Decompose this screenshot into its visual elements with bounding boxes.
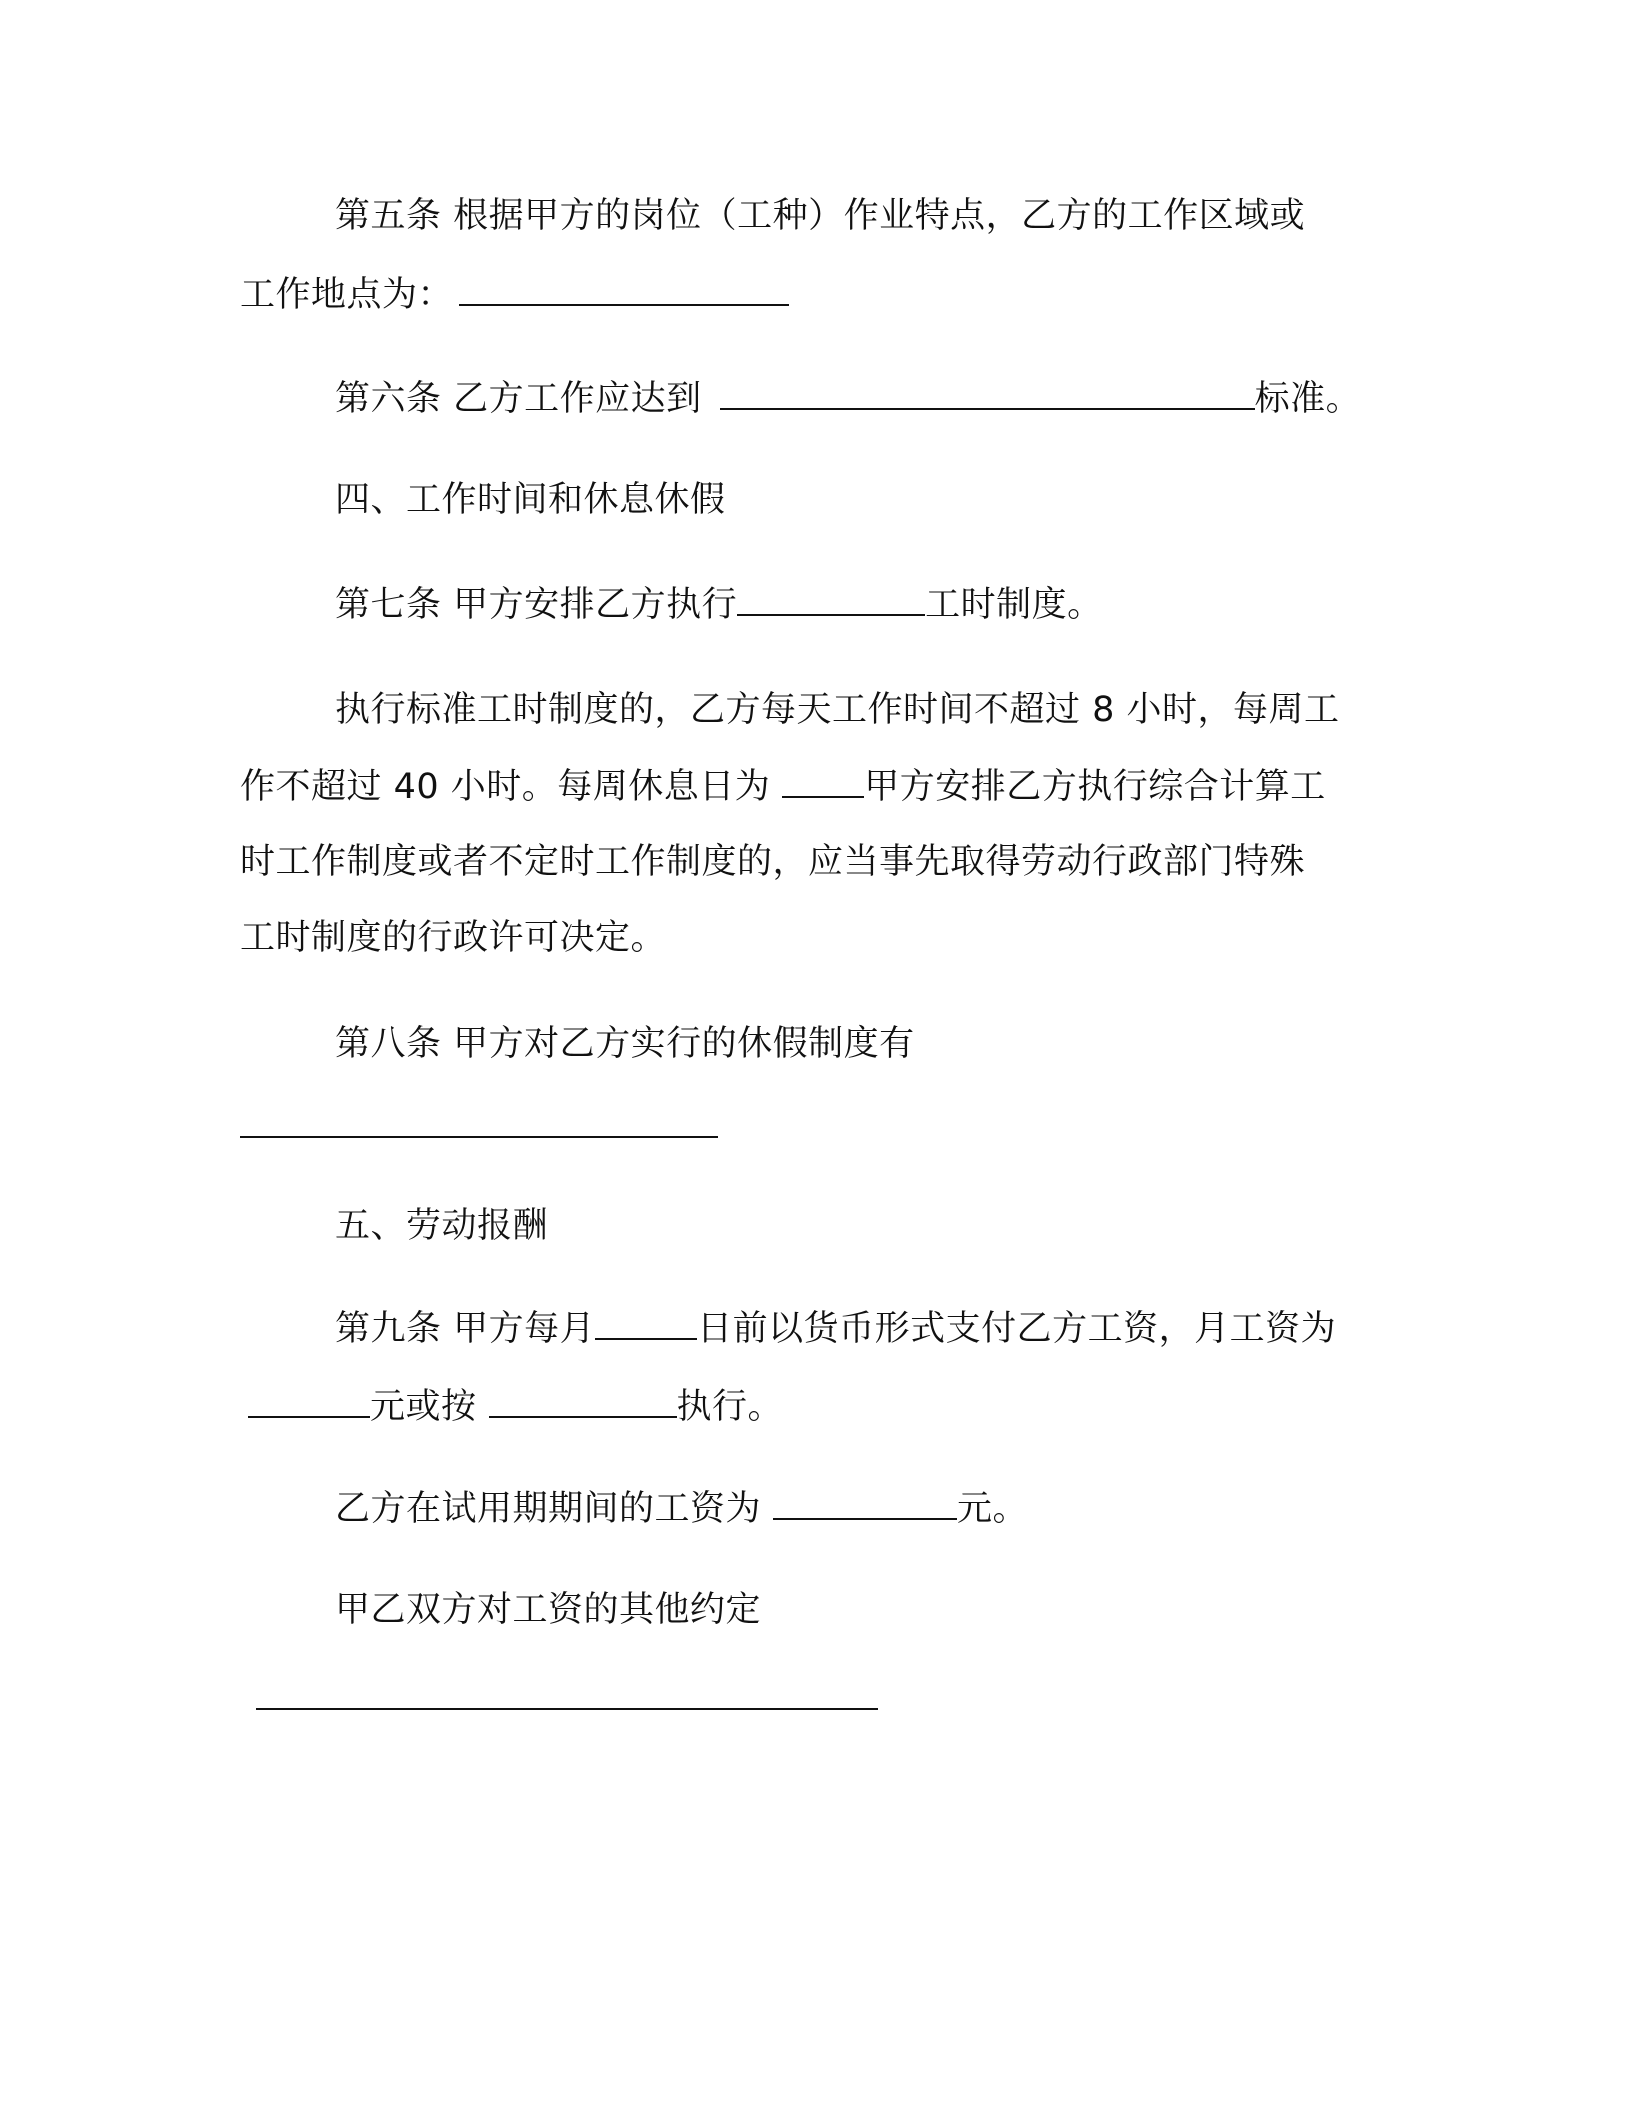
other-wage-text: 甲乙双方对工资的其他约定 — [335, 1590, 762, 1630]
article-9-text-1a: 第九条 甲方每月 — [335, 1309, 596, 1349]
standard-hours-line-2 — [240, 766, 1410, 807]
work-hours-system-blank — [737, 584, 925, 616]
standard-hours-text-4: 工时制度的行政许可决定。 — [240, 918, 667, 958]
standard-hours-text-2b: 甲方安排乙方执行综合计算工 — [864, 767, 1326, 807]
article-5-location-label: 工作地点为： — [240, 275, 454, 315]
standard-hours-line-1 — [335, 690, 1505, 730]
section-5-title: 五、劳动报酬 — [335, 1206, 549, 1246]
standard-hours-line-3 — [240, 842, 1410, 882]
section-5-heading — [335, 1206, 1505, 1246]
probation-salary-text: 乙方在试用期期间的工资为 — [335, 1489, 762, 1529]
article-8-line — [335, 1024, 1505, 1064]
article-8-text: 第八条 甲方对乙方实行的休假制度有 — [335, 1024, 915, 1064]
section-4-heading — [335, 480, 1505, 520]
work-location-blank — [459, 274, 789, 306]
article-5-line-1 — [335, 196, 1505, 236]
article-9-line-2 — [248, 1386, 1418, 1427]
salary-basis-blank — [489, 1386, 677, 1418]
rest-day-blank — [782, 766, 864, 798]
other-wage-blank — [256, 1708, 878, 1710]
probation-salary-suffix: 元。 — [957, 1489, 1029, 1529]
section-4-title: 四、工作时间和休息休假 — [335, 480, 726, 520]
standard-hours-text-3: 时工作制度或者不定时工作制度的，应当事先取得劳动行政部门特殊 — [240, 842, 1306, 882]
article-6-text: 第六条 乙方工作应达到 — [335, 379, 702, 419]
article-5-line-2 — [240, 274, 1410, 315]
probation-salary-line — [335, 1488, 1505, 1529]
standard-hours-line-4 — [240, 918, 1410, 958]
leave-system-blank — [240, 1136, 718, 1138]
article-9-text-2b: 执行。 — [676, 1387, 784, 1427]
standard-hours-text-2a: 作不超过 40 小时。每周休息日为 — [240, 767, 771, 807]
article-7-suffix: 工时制度。 — [925, 585, 1103, 625]
article-5-text: 第五条 根据甲方的岗位（工种）作业特点，乙方的工作区域或 — [335, 196, 1306, 236]
pay-day-blank — [595, 1308, 697, 1340]
article-6-suffix: 标准。 — [1254, 379, 1362, 419]
article-9-text-1b: 日前以货币形式支付乙方工资，月工资为 — [697, 1309, 1337, 1349]
other-wage-line — [335, 1590, 1505, 1630]
article-6-line — [335, 378, 1505, 419]
article-7-line — [335, 584, 1505, 625]
probation-salary-blank — [773, 1488, 957, 1520]
monthly-salary-blank — [248, 1386, 370, 1418]
work-standard-blank — [720, 378, 1255, 410]
article-9-text-2a: 元或按 — [370, 1387, 477, 1427]
article-9-line-1 — [335, 1308, 1505, 1349]
standard-hours-text-1: 执行标准工时制度的，乙方每天工作时间不超过 8 小时，每周工 — [335, 690, 1340, 730]
article-7-text: 第七条 甲方安排乙方执行 — [335, 585, 738, 625]
